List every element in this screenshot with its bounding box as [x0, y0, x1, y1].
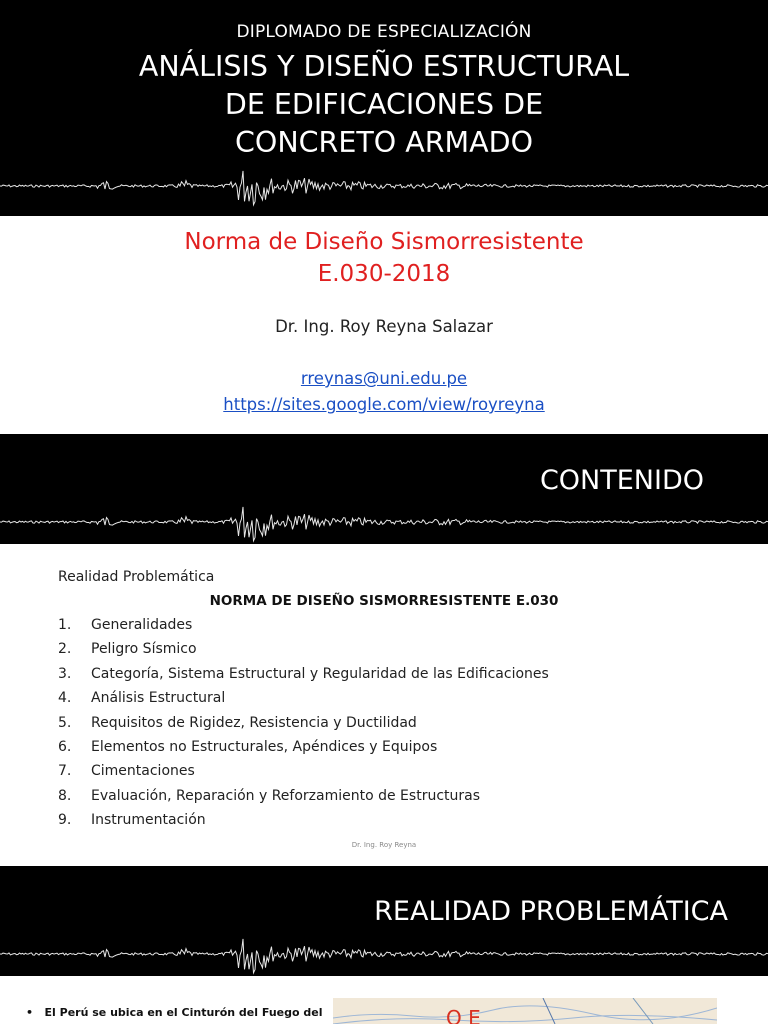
seismogram-decoration	[0, 932, 768, 976]
realidad-slide-header	[0, 866, 768, 976]
list-item-number: 7.	[58, 763, 72, 780]
list-item-number: 5.	[58, 714, 72, 731]
list-item-label: Requisitos de Rigidez, Resistencia y Ductilidad	[91, 714, 417, 731]
subtitle-line: Norma de Diseño Sismorresistente	[184, 229, 584, 255]
author-name: Dr. Ing. Roy Reyna Salazar	[275, 317, 493, 336]
slide-footer: Dr. Ing. Roy Reyna	[351, 841, 417, 849]
author-email-link[interactable]: rreynas@uni.edu.pe	[300, 369, 468, 388]
presentation-subtitle	[0, 226, 768, 290]
list-item-number: 9.	[58, 812, 72, 829]
list-item-number: 8.	[58, 787, 72, 804]
seismogram-decoration	[0, 164, 768, 208]
map-label: O E	[446, 1006, 481, 1024]
list-item-label: Evaluación, Reparación y Reforzamiento de Estructuras	[91, 787, 481, 804]
course-title-line: ANÁLISIS Y DISEÑO ESTRUCTURAL	[138, 50, 630, 83]
realidad-bullet-text: El Perú se ubica en el Cinturón del Fuego del	[44, 1006, 323, 1019]
author-website-link[interactable]: https://sites.google.com/view/royreyna	[223, 395, 545, 414]
list-item	[58, 715, 549, 739]
contents-list	[58, 617, 549, 837]
list-item-label: Análisis Estructural	[91, 690, 226, 707]
list-item-label: Categoría, Sistema Estructural y Regularidad de las Edificaciones	[91, 665, 549, 682]
seismogram-decoration	[0, 500, 768, 544]
contents-intro: Realidad Problemática	[58, 569, 215, 585]
course-title	[0, 48, 768, 162]
list-item	[58, 788, 549, 812]
seismogram-trace	[0, 939, 768, 973]
realidad-bullet: • El Perú se ubica en el Cinturón del Fuego del	[26, 1006, 323, 1019]
map-drawing	[333, 998, 717, 1024]
list-item-label: Instrumentación	[91, 812, 206, 829]
course-title-line: CONCRETO ARMADO	[234, 126, 534, 159]
list-item-label: Generalidades	[91, 617, 193, 633]
subtitle-line: E.030-2018	[317, 261, 451, 287]
list-item-number: 2.	[58, 641, 72, 658]
list-item-label: Cimentaciones	[91, 763, 195, 780]
list-item-label: Peligro Sísmico	[91, 641, 197, 658]
course-kicker: DIPLOMADO DE ESPECIALIZACIÓN	[236, 22, 532, 42]
course-title-line: DE EDIFICACIONES DE	[224, 88, 544, 121]
list-item	[58, 617, 549, 641]
pacific-ring-map-image	[333, 998, 717, 1024]
list-item-number: 1.	[58, 617, 72, 633]
list-item-label: Elementos no Estructurales, Apéndices y Equipos	[91, 738, 438, 755]
list-item-number: 6.	[58, 738, 72, 755]
norma-heading: NORMA DE DISEÑO SISMORRESISTENTE E.030	[209, 593, 559, 609]
contents-slide-header	[0, 434, 768, 544]
list-item	[58, 666, 549, 690]
list-item-number: 4.	[58, 690, 72, 707]
realidad-title: REALIDAD PROBLEMÁTICA	[374, 896, 728, 927]
seismogram-trace	[0, 507, 768, 541]
contents-title: CONTENIDO	[539, 465, 704, 496]
title-slide-header	[0, 0, 768, 216]
list-item	[58, 641, 549, 665]
list-item	[58, 690, 549, 714]
list-item-number: 3.	[58, 665, 72, 682]
seismogram-trace	[0, 171, 768, 205]
list-item	[58, 812, 549, 836]
list-item	[58, 763, 549, 787]
list-item	[58, 739, 549, 763]
